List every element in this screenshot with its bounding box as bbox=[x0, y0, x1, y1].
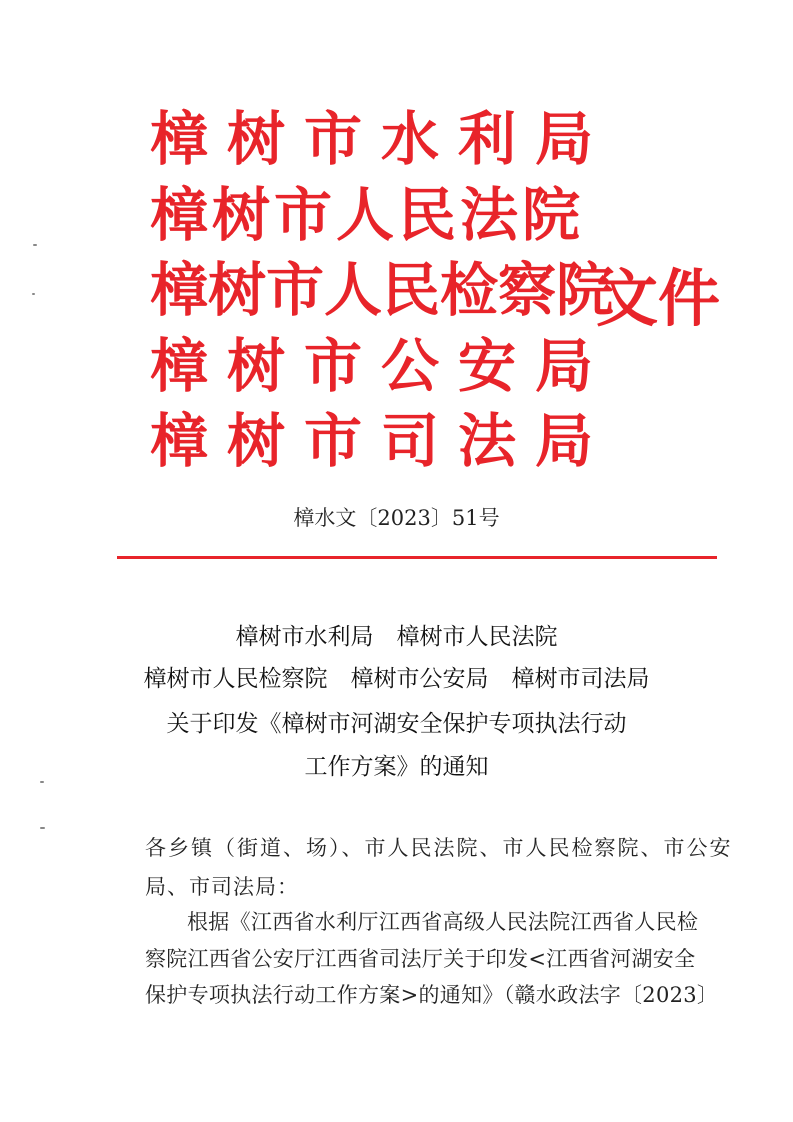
header-org-justice: 樟树市司法局 bbox=[150, 407, 613, 475]
body-salutation-line-2: 局、市司法局： bbox=[145, 875, 299, 899]
red-separator-rule bbox=[117, 556, 717, 559]
body-paragraph-line-2: 察院江西省公安厅江西省司法厅关于印发<江西省河湖安全 bbox=[145, 947, 696, 971]
scan-speck bbox=[32, 293, 35, 295]
title-line-3: 关于印发《樟树市河湖安全保护专项执法行动 bbox=[166, 711, 627, 737]
title-line-1: 樟树市水利局 樟树市人民法院 bbox=[235, 624, 558, 650]
title-line-2: 樟树市人民检察院 樟树市公安局 樟树市司法局 bbox=[143, 666, 650, 692]
header-suffix: 文件 bbox=[596, 262, 721, 335]
scan-speck bbox=[40, 827, 45, 829]
document-number: 樟水文〔2023〕51号 bbox=[293, 506, 500, 530]
header-org-police: 樟树市公安局 bbox=[150, 332, 613, 400]
scan-speck bbox=[40, 781, 44, 783]
header-org-water: 樟树市水利局 bbox=[150, 105, 613, 173]
body-paragraph-line-3: 保护专项执法行动工作方案>的通知》（赣水政法字〔2023〕 bbox=[145, 983, 719, 1007]
title-line-4: 工作方案》的通知 bbox=[304, 754, 489, 780]
scan-speck bbox=[33, 244, 37, 246]
body-salutation-line-1: 各乡镇（街道、场）、市人民法院、市人民检察院、市公安 bbox=[145, 836, 733, 860]
header-org-procuratorate: 樟树市人民检察院 bbox=[150, 256, 615, 324]
header-org-court: 樟树市人民法院 bbox=[150, 181, 585, 249]
body-paragraph-line-1: 根据《江西省水利厅江西省高级人民法院江西省人民检 bbox=[187, 910, 699, 934]
